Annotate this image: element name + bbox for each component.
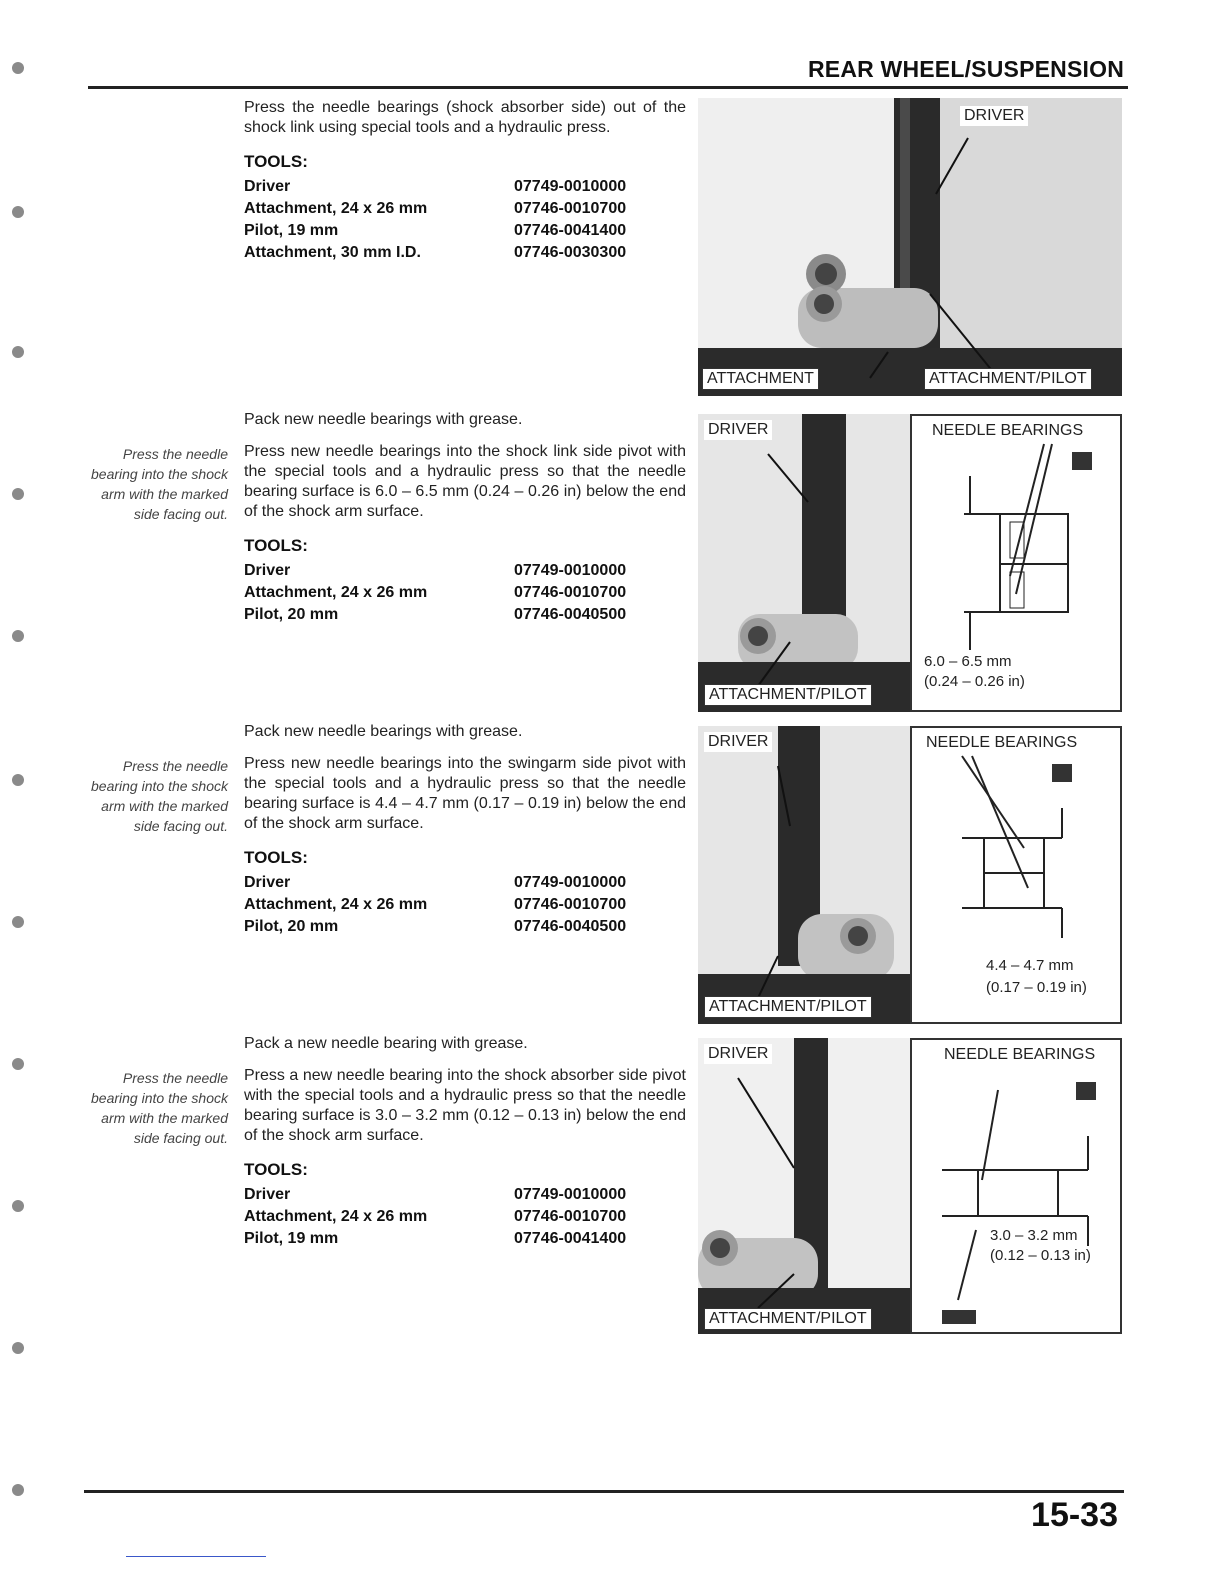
section-intro: Pack new needle bearings with grease. — [244, 411, 523, 428]
press-photo — [698, 726, 912, 1024]
bearing-depth-diagram — [910, 1038, 1122, 1334]
tool-row — [244, 1184, 686, 1206]
binder-hole — [12, 630, 24, 642]
tool-row — [244, 1206, 686, 1228]
section-text — [244, 98, 686, 264]
tool-row — [244, 242, 686, 264]
attachment-pilot-label: ATTACHMENT/PILOT — [924, 368, 1092, 390]
section-intro: Pack a new needle bearing with grease. — [244, 1035, 528, 1052]
attachment-pilot-label: ATTACHMENT/PILOT — [704, 684, 872, 706]
tool-name: Driver — [244, 178, 291, 195]
bearing-depth-diagram — [910, 726, 1122, 1024]
driver-label: DRIVER — [704, 732, 772, 752]
side-note: Press the needle bearing into the shock arm with the marked side facing out. — [91, 1070, 228, 1146]
tool-row — [244, 916, 686, 938]
measurement-in: (0.24 – 0.26 in) — [924, 673, 1025, 690]
measurement-mm: 6.0 – 6.5 mm — [924, 653, 1012, 670]
tools-heading: TOOLS: — [244, 152, 308, 171]
driver-label: DRIVER — [960, 106, 1028, 126]
tool-name: Attachment, 24 x 26 mm — [244, 200, 428, 217]
press-illustration — [698, 414, 912, 712]
tools-heading: TOOLS: — [244, 1160, 308, 1179]
tool-name: Attachment, 24 x 26 mm — [244, 584, 428, 601]
tool-code: 07749-0010000 — [514, 1186, 627, 1203]
binder-hole — [12, 346, 24, 358]
tool-code: 07746-0040500 — [514, 918, 627, 935]
section-text — [244, 722, 686, 938]
tool-name: Attachment, 30 mm I.D. — [244, 244, 421, 261]
press-photo — [698, 1038, 912, 1334]
tool-row — [244, 894, 686, 916]
press-photo — [698, 98, 1122, 396]
binder-hole — [12, 62, 24, 74]
binder-hole — [12, 1484, 24, 1496]
section-body: Press new needle bearings into the shock link side pivot with the special tools and a hydraulic press so that the needle bearing surface is 6.0 – 6.5 mm (0.24 – 0.26 in) below the end of the shock arm surface. — [244, 443, 686, 520]
tool-code: 07746-0010700 — [514, 896, 627, 913]
driver-label: DRIVER — [704, 420, 772, 440]
press-illustration — [698, 98, 1122, 396]
tool-code: 07746-0010700 — [514, 1208, 627, 1225]
tool-name: Attachment, 24 x 26 mm — [244, 896, 428, 913]
tool-row — [244, 220, 686, 242]
measurement-in: (0.17 – 0.19 in) — [986, 979, 1087, 996]
tool-code: 07746-0040500 — [514, 606, 627, 623]
attachment-label: ATTACHMENT — [702, 368, 819, 390]
binder-hole — [12, 1058, 24, 1070]
bearing-cross-section — [912, 1040, 1120, 1332]
tool-code: 07746-0041400 — [514, 1230, 627, 1247]
tool-row — [244, 1228, 686, 1250]
tool-code: 07746-0030300 — [514, 244, 627, 261]
section-text — [244, 1034, 686, 1250]
needle-bearings-label: NEEDLE BEARINGS — [926, 734, 1078, 751]
press-photo — [698, 414, 912, 712]
tool-name: Pilot, 19 mm — [244, 222, 339, 239]
binder-hole — [12, 1200, 24, 1212]
tool-code: 07749-0010000 — [514, 178, 627, 195]
page-title: REAR WHEEL/SUSPENSION — [807, 56, 1124, 82]
tool-row — [244, 872, 686, 894]
section-intro: Press the needle bearings (shock absorber side) out of the shock link using special tools and a hydraulic press. — [244, 99, 686, 136]
tools-heading: TOOLS: — [244, 848, 308, 867]
section-intro: Pack new needle bearings with grease. — [244, 723, 523, 740]
binder-hole — [12, 1342, 24, 1354]
tool-name: Pilot, 20 mm — [244, 606, 339, 623]
tool-row — [244, 604, 686, 626]
header-divider — [88, 86, 1128, 89]
tool-name: Driver — [244, 562, 291, 579]
tool-code: 07746-0010700 — [514, 584, 627, 601]
tool-code: 07749-0010000 — [514, 874, 627, 891]
tool-name: Attachment, 24 x 26 mm — [244, 1208, 428, 1225]
side-note: Press the needle bearing into the shock arm with the marked side facing out. — [91, 758, 228, 834]
tool-name: Driver — [244, 1186, 291, 1203]
binder-hole — [12, 774, 24, 786]
press-illustration — [698, 1038, 912, 1334]
bearing-depth-diagram — [910, 414, 1122, 712]
tool-row — [244, 198, 686, 220]
binder-hole — [12, 916, 24, 928]
tool-row — [244, 560, 686, 582]
page-number: 15-33 — [1031, 1496, 1118, 1534]
needle-bearings-label: NEEDLE BEARINGS — [944, 1046, 1096, 1063]
needle-bearings-label: NEEDLE BEARINGS — [932, 422, 1084, 439]
tool-row — [244, 176, 686, 198]
measurement-mm: 4.4 – 4.7 mm — [986, 957, 1074, 974]
measurement-in: (0.12 – 0.13 in) — [990, 1247, 1091, 1264]
section-body: Press a new needle bearing into the shock absorber side pivot with the special tools and a hydraulic press so that the needle bearing surface is 3.0 – 3.2 mm (0.12 – 0.13 in) below the end of the shock arm surface. — [244, 1067, 686, 1144]
footer-divider — [84, 1490, 1124, 1493]
tool-row — [244, 582, 686, 604]
tool-name: Driver — [244, 874, 291, 891]
side-note: Press the needle bearing into the shock arm with the marked side facing out. — [91, 446, 228, 522]
tools-heading: TOOLS: — [244, 536, 308, 555]
attachment-pilot-label: ATTACHMENT/PILOT — [704, 996, 872, 1018]
measurement-mm: 3.0 – 3.2 mm — [990, 1227, 1078, 1244]
tool-code: 07746-0010700 — [514, 200, 627, 217]
tool-code: 07746-0041400 — [514, 222, 627, 239]
section-text — [244, 410, 686, 626]
press-illustration — [698, 726, 912, 1024]
bottom-link-underline — [126, 1556, 266, 1557]
attachment-pilot-label: ATTACHMENT/PILOT — [704, 1308, 872, 1330]
tool-name: Pilot, 20 mm — [244, 918, 339, 935]
driver-label: DRIVER — [704, 1044, 772, 1064]
binder-hole — [12, 488, 24, 500]
section-body: Press new needle bearings into the swingarm side pivot with the special tools and a hydraulic press so that the needle bearing surface is 4.4 – 4.7 mm (0.17 – 0.19 in) below the end of the shock arm surface. — [244, 755, 686, 832]
tool-name: Pilot, 19 mm — [244, 1230, 339, 1247]
binder-hole — [12, 206, 24, 218]
tool-code: 07749-0010000 — [514, 562, 627, 579]
